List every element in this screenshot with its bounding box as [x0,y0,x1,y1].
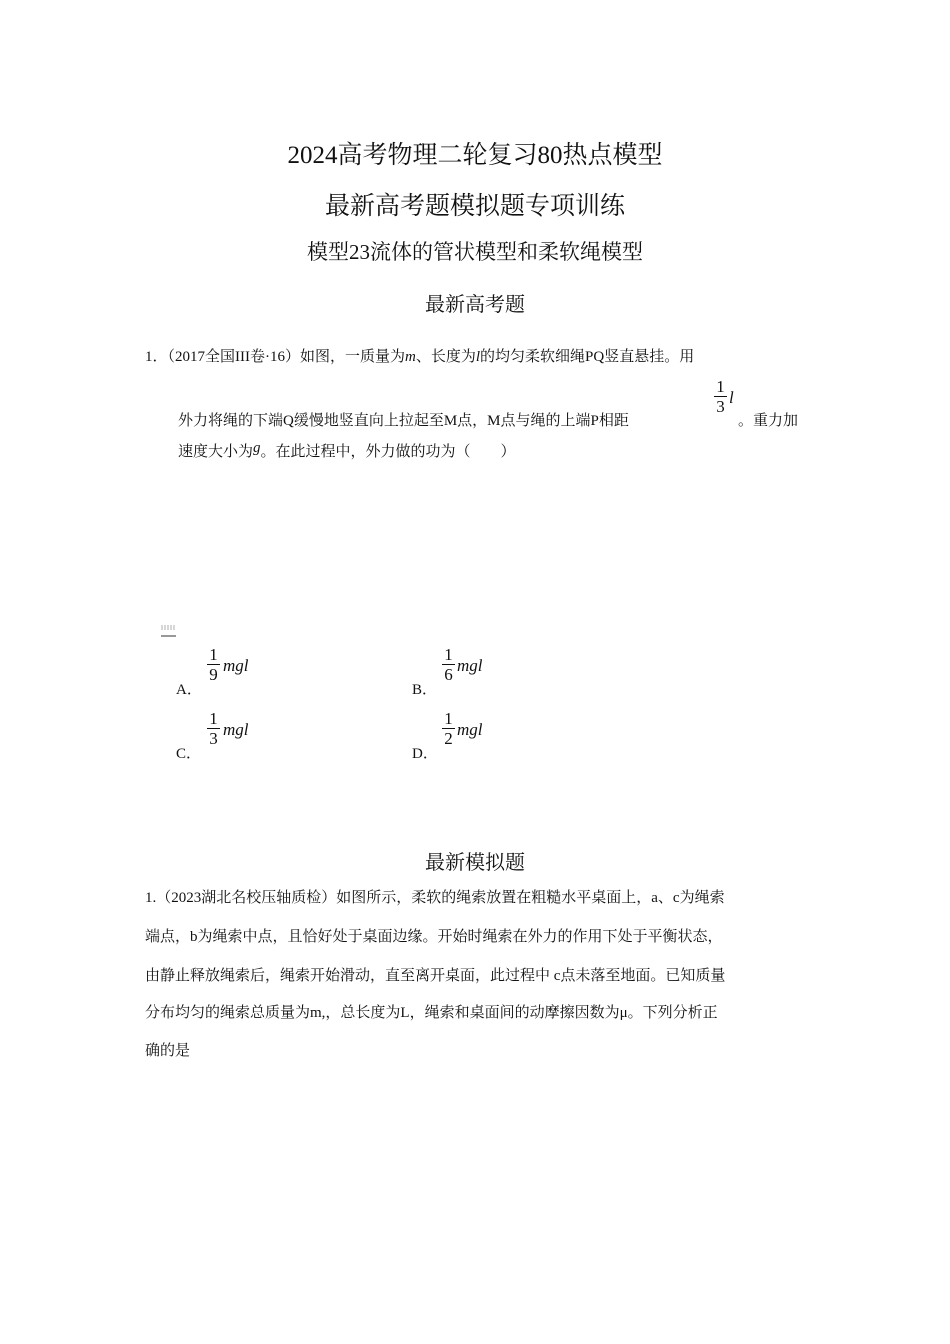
option-c-den: 3 [209,729,218,748]
title-line-1: 2024高考物理二轮复习80热点模型 [287,142,663,169]
q1-var-m: m [405,349,416,365]
q1-frac-num: 1 [716,377,725,396]
option-b-den: 6 [444,665,453,684]
q1-text-speed: 速度大小为 [178,444,254,460]
option-b-num: 1 [444,645,453,664]
option-a-fraction [207,646,220,683]
q1-number: 1． [145,349,168,365]
q1-text-a: （2017全国III卷·16）如图，一质量为 [167,349,405,365]
q1-var-g: g [253,440,261,456]
option-a-expr: mgl [223,656,249,675]
q1-text-work: 。在此过程中，外力做的功为（ ） [260,444,516,460]
option-d-num: 1 [444,709,453,728]
option-c-letter[interactable]: C． [176,746,202,762]
q1-text-c: 的均匀柔软细绳PQ竖直悬挂。用 [480,349,695,365]
option-d-expr: mgl [457,720,483,739]
q1-fraction [714,378,727,415]
option-c-fraction [207,710,220,747]
q1-line-2-text: 外力将绳的下端Q缓慢地竖直向上拉起至M点，M点与绳的上端P相距 [178,413,629,429]
section-heading-mock: 最新模拟题 [425,852,525,874]
title-line-3: 模型23流体的管状模型和柔软绳模型 [307,240,643,264]
option-a-num: 1 [209,645,218,664]
option-d-letter[interactable]: D． [412,746,438,762]
option-b-fraction [442,646,455,683]
rope-figure-icon [160,624,178,638]
section-heading-exam: 最新高考题 [425,294,525,316]
q1-frac-var: l [729,388,734,407]
q1-var-l: l [475,349,481,365]
option-b-expr: mgl [457,656,483,675]
option-c-expr: mgl [223,720,249,739]
option-a-letter[interactable]: A． [176,682,202,698]
option-c-num: 1 [209,709,218,728]
q2-line-1: 1.（2023湖北名校压轴质检）如图所示，柔软的绳索放置在粗糙水平桌面上，a、c为绳索 [145,890,725,906]
q2-line-4: 分布均匀的绳索总质量为m,，总长度为L，绳索和桌面间的动摩擦因数为μ。下列分析正 [145,1005,718,1021]
q2-line-5: 确的是 [145,1043,191,1059]
q1-frac-den: 3 [716,397,725,416]
q2-line-3: 由静止释放绳索后，绳索开始滑动，直至离开桌面，此过程中 c点未落至地面。已知质量 [145,968,726,984]
option-b-letter[interactable]: B． [412,682,438,698]
q1-line-1 [145,345,694,366]
option-d-fraction [442,710,455,747]
option-a-den: 9 [209,665,218,684]
q1-text-b: 、长度为 [415,349,476,365]
q2-line-2: 端点，b为绳索中点，且恰好处于桌面边缘。开始时绳索在外力的作用下处于平衡状态， [145,929,723,945]
option-d-den: 2 [444,729,453,748]
q1-line-3 [178,440,516,461]
q1-line-2-end: 。重力加 [738,413,799,429]
title-line-2: 最新高考题模拟题专项训练 [324,193,625,220]
